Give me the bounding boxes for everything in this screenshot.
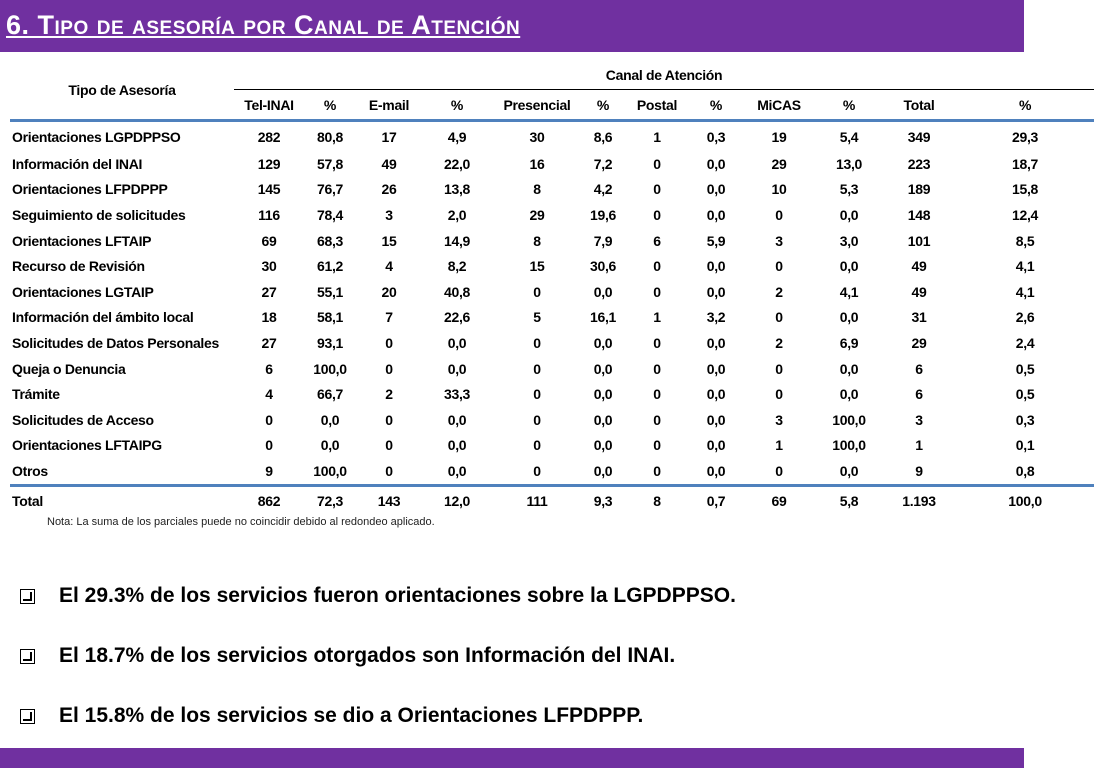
- bullet-text: El 15.8% de los servicios se dio a Orientaciones LFPDPPP.: [59, 704, 644, 727]
- table-cell: 3,2: [706, 309, 726, 326]
- table-cell: 0,3: [706, 128, 726, 145]
- table-row: [10, 433, 1094, 459]
- table-cell: 2: [385, 386, 393, 403]
- row-label: Solicitudes de Datos Personales: [12, 334, 219, 351]
- table-cell: 18: [261, 309, 277, 326]
- table-cell: 58,1: [316, 309, 344, 326]
- table-cell: 30: [261, 258, 277, 275]
- column-header: %: [582, 90, 624, 121]
- table-cell: 27: [261, 283, 277, 300]
- table-cell: 0,0: [593, 411, 613, 428]
- table-cell: 0: [265, 437, 273, 454]
- column-header: Total: [882, 90, 956, 121]
- row-label: Orientaciones LFPDPPP: [12, 181, 168, 198]
- table-cell: 2: [775, 334, 783, 351]
- table-cell: 4,1: [1015, 258, 1035, 275]
- table-cell: 100,0: [832, 411, 866, 428]
- row-label: Orientaciones LFTAIP: [12, 232, 152, 249]
- table-cell: 17: [381, 128, 397, 145]
- table-cell: 0: [775, 206, 783, 223]
- table-cell: 0: [265, 411, 273, 428]
- table-cell: 93,1: [316, 334, 344, 351]
- row-label: Orientaciones LGTAIP: [12, 283, 154, 300]
- bullet-text: El 18.7% de los servicios otorgados son Información del INAI.: [59, 644, 676, 667]
- title-bar: [0, 0, 1024, 52]
- table-cell: 0,0: [320, 411, 340, 428]
- table-cell: 72,3: [304, 485, 356, 516]
- table-cell: 1: [915, 437, 923, 454]
- bullet-list: [20, 566, 736, 746]
- table-cell: 18,7: [1012, 155, 1039, 172]
- table-cell: 0: [653, 258, 661, 275]
- table-cell: 1: [653, 309, 661, 326]
- table-cell: 0,0: [593, 462, 613, 479]
- table-cell: 101: [907, 232, 931, 249]
- table-cell: 9,3: [582, 485, 624, 516]
- table-row: [10, 151, 1094, 177]
- table-cell: 49: [381, 155, 397, 172]
- table-cell: 1.193: [882, 485, 956, 516]
- checkbox-icon: [20, 649, 35, 664]
- table-cell: 0,0: [593, 360, 613, 377]
- table-cell: 0,0: [839, 360, 859, 377]
- table-cell: 349: [907, 128, 931, 145]
- table-cell: 0,0: [593, 334, 613, 351]
- table-cell: 0,0: [320, 437, 340, 454]
- table-cell: 16,1: [589, 309, 617, 326]
- table-cell: 69: [261, 232, 277, 249]
- table-cell: 2,6: [1015, 309, 1035, 326]
- table-cell: 26: [381, 181, 397, 198]
- table-cell: 68,3: [316, 232, 344, 249]
- table-cell: 0: [385, 360, 393, 377]
- table-cell: 5: [533, 309, 541, 326]
- table-cell: 0,0: [706, 360, 726, 377]
- page-title: 6. Tipo de asesoría por Canal de Atención: [6, 10, 521, 40]
- table-cell: 0,0: [447, 437, 467, 454]
- table-cell: 0,0: [706, 155, 726, 172]
- table-cell: 3: [775, 232, 783, 249]
- table-cell: 7,2: [593, 155, 613, 172]
- table-cell: 0,0: [706, 258, 726, 275]
- table-cell: 5,8: [816, 485, 882, 516]
- table-cell: 78,4: [316, 206, 344, 223]
- table-cell: 3: [385, 206, 393, 223]
- table-cell: 1: [653, 128, 661, 145]
- table-cell: 0: [653, 155, 661, 172]
- table-cell: 0: [653, 462, 661, 479]
- table-cell: 0,3: [1015, 411, 1035, 428]
- table-cell: 282: [257, 128, 281, 145]
- table-cell: 148: [907, 206, 931, 223]
- table-row: [10, 458, 1094, 485]
- checkbox-icon: [20, 709, 35, 724]
- column-header: Presencial: [492, 90, 582, 121]
- column-header: Tel-INAI: [234, 90, 304, 121]
- row-label: Trámite: [12, 386, 60, 403]
- row-label: Seguimiento de solicitudes: [12, 206, 186, 223]
- table-cell: 12,0: [422, 485, 492, 516]
- table-row: [10, 279, 1094, 305]
- column-header: E-mail: [356, 90, 422, 121]
- table-row: [10, 330, 1094, 356]
- table-cell: 20: [381, 283, 397, 300]
- table-cell: 0: [653, 181, 661, 198]
- table-cell: 29: [529, 206, 545, 223]
- table-cell: 15: [381, 232, 397, 249]
- table-cell: 12,4: [1012, 206, 1039, 223]
- table-cell: 19: [771, 128, 787, 145]
- table-cell: 6: [915, 386, 923, 403]
- table-cell: 0: [533, 462, 541, 479]
- total-row: [10, 485, 1094, 516]
- table-cell: 0,0: [593, 283, 613, 300]
- table-cell: 0: [533, 360, 541, 377]
- table-cell: 69: [742, 485, 816, 516]
- table-cell: 116: [258, 206, 280, 223]
- table-cell: 76,7: [316, 181, 344, 198]
- table-cell: 4,9: [447, 128, 467, 145]
- table-row: [10, 228, 1094, 254]
- column-header: MiCAS: [742, 90, 816, 121]
- table-cell: 5,9: [706, 232, 726, 249]
- data-table-wrapper: [10, 60, 1042, 516]
- table-cell: 15: [529, 258, 545, 275]
- table-cell: 9: [265, 462, 273, 479]
- table-cell: 6: [653, 232, 661, 249]
- row-label: Recurso de Revisión: [12, 258, 145, 275]
- column-header: %: [304, 90, 356, 121]
- table-cell: 223: [907, 155, 931, 172]
- table-cell: 111: [492, 485, 582, 516]
- bullet-item: [20, 566, 736, 626]
- table-row: [10, 177, 1094, 203]
- table-cell: 0,0: [706, 411, 726, 428]
- table-row: [10, 381, 1094, 407]
- table-row: [10, 305, 1094, 331]
- table-cell: 49: [911, 258, 927, 275]
- table-cell: 0,0: [593, 437, 613, 454]
- table-cell: 0: [533, 283, 541, 300]
- row-label: Información del INAI: [12, 155, 143, 172]
- table-cell: 0: [385, 411, 393, 428]
- table-cell: 129: [257, 155, 281, 172]
- table-cell: 4,1: [839, 283, 859, 300]
- table-cell: 40,8: [443, 283, 471, 300]
- table-cell: 189: [907, 181, 931, 198]
- data-table: [10, 60, 1094, 516]
- table-cell: 49: [911, 283, 927, 300]
- table-cell: 0,0: [593, 386, 613, 403]
- table-cell: 0,0: [706, 283, 726, 300]
- table-cell: 145: [257, 181, 281, 198]
- row-label: Total: [10, 485, 234, 516]
- table-cell: 0: [653, 283, 661, 300]
- table-cell: 0: [775, 462, 783, 479]
- table-row: [10, 121, 1094, 152]
- table-cell: 0,0: [839, 206, 859, 223]
- table-cell: 0,0: [447, 462, 467, 479]
- table-cell: 8: [533, 181, 541, 198]
- table-cell: 4: [385, 258, 393, 275]
- table-cell: 0: [653, 411, 661, 428]
- header-canal-atencion: Canal de Atención: [234, 60, 1094, 90]
- table-cell: 4,1: [1015, 283, 1035, 300]
- column-header: %: [690, 90, 742, 121]
- table-cell: 0: [385, 334, 393, 351]
- footnote: Nota: La suma de los parciales puede no coincidir debido al redondeo aplicado.: [47, 516, 435, 528]
- table-cell: 8: [533, 232, 541, 249]
- table-cell: 100,0: [956, 485, 1094, 516]
- table-cell: 80,8: [316, 128, 344, 145]
- table-cell: 7,9: [593, 232, 613, 249]
- table-cell: 57,8: [316, 155, 344, 172]
- table-cell: 0: [385, 462, 393, 479]
- table-cell: 0: [653, 206, 661, 223]
- table-cell: 0,0: [839, 462, 859, 479]
- table-cell: 0: [653, 437, 661, 454]
- table-cell: 0,0: [706, 206, 726, 223]
- table-cell: 29: [771, 155, 787, 172]
- table-cell: 30,6: [589, 258, 617, 275]
- table-cell: 0,0: [706, 386, 726, 403]
- row-label: Otros: [12, 462, 48, 479]
- table-cell: 6: [265, 360, 273, 377]
- table-cell: 2,0: [447, 206, 467, 223]
- table-cell: 10: [771, 181, 787, 198]
- table-cell: 8: [624, 485, 690, 516]
- table-cell: 6,9: [839, 334, 859, 351]
- table-cell: 8,2: [447, 258, 467, 275]
- table-cell: 143: [356, 485, 422, 516]
- table-cell: 0: [653, 334, 661, 351]
- header-row-group: [10, 60, 1094, 90]
- table-cell: 13,8: [443, 181, 471, 198]
- table-cell: 3: [775, 411, 783, 428]
- table-cell: 0: [533, 386, 541, 403]
- table-cell: 4: [265, 386, 273, 403]
- table-cell: 0,0: [447, 411, 467, 428]
- table-cell: 3,0: [839, 232, 859, 249]
- table-cell: 29: [911, 334, 927, 351]
- table-cell: 9: [915, 462, 923, 479]
- table-cell: 0,0: [447, 360, 467, 377]
- table-cell: 0: [775, 386, 783, 403]
- table-row: [10, 407, 1094, 433]
- table-cell: 0: [385, 437, 393, 454]
- table-cell: 55,1: [316, 283, 344, 300]
- table-cell: 2,4: [1015, 334, 1035, 351]
- table-cell: 8,5: [1015, 232, 1035, 249]
- table-cell: 0: [775, 309, 783, 326]
- table-cell: 22,6: [443, 309, 471, 326]
- table-cell: 0,0: [839, 386, 859, 403]
- table-cell: 6: [915, 360, 923, 377]
- table-cell: 5,4: [839, 128, 859, 145]
- table-row: [10, 356, 1094, 382]
- table-cell: 29,3: [1012, 128, 1039, 145]
- table-cell: 862: [234, 485, 304, 516]
- column-header: Postal: [624, 90, 690, 121]
- table-cell: 0,8: [1015, 462, 1035, 479]
- column-header: %: [956, 90, 1094, 121]
- table-cell: 0: [533, 411, 541, 428]
- row-label: Queja o Denuncia: [12, 360, 126, 377]
- table-cell: 0: [775, 360, 783, 377]
- table-cell: 0: [775, 258, 783, 275]
- table-cell: 0,0: [706, 437, 726, 454]
- table-cell: 0,0: [839, 258, 859, 275]
- table-cell: 27: [261, 334, 277, 351]
- row-label: Orientaciones LFTAIPG: [12, 437, 162, 454]
- table-cell: 31: [911, 309, 927, 326]
- table-cell: 66,7: [316, 386, 344, 403]
- row-label: Orientaciones LGPDPPSO: [12, 128, 181, 145]
- checkbox-icon: [20, 589, 35, 604]
- table-cell: 100,0: [313, 462, 347, 479]
- table-cell: 4,2: [593, 181, 613, 198]
- table-cell: 7: [385, 309, 393, 326]
- table-row: [10, 202, 1094, 228]
- table-cell: 0,5: [1015, 386, 1035, 403]
- table-cell: 0,0: [706, 334, 726, 351]
- table-cell: 0: [533, 437, 541, 454]
- table-cell: 13,0: [835, 155, 863, 172]
- header-tipo-asesoria: Tipo de Asesoría: [10, 60, 234, 121]
- table-cell: 16: [529, 155, 545, 172]
- table-cell: 0,0: [706, 181, 726, 198]
- table-cell: 30: [529, 128, 545, 145]
- table-cell: 1: [775, 437, 783, 454]
- row-label: Información del ámbito local: [12, 309, 194, 326]
- table-cell: 0: [533, 334, 541, 351]
- table-cell: 0,0: [706, 462, 726, 479]
- table-cell: 19,6: [589, 206, 617, 223]
- table-cell: 0,0: [447, 334, 467, 351]
- table-body: [10, 60, 1094, 516]
- bullet-item: [20, 626, 736, 686]
- table-cell: 0,0: [839, 309, 859, 326]
- table-cell: 0,7: [690, 485, 742, 516]
- row-label: Solicitudes de Acceso: [12, 411, 154, 428]
- table-cell: 0: [653, 360, 661, 377]
- table-row: [10, 253, 1094, 279]
- table-cell: 8,6: [593, 128, 613, 145]
- bullet-item: [20, 686, 736, 746]
- table-cell: 61,2: [316, 258, 344, 275]
- column-header: %: [422, 90, 492, 121]
- footer-bar: [0, 748, 1024, 768]
- table-cell: 100,0: [832, 437, 866, 454]
- table-cell: 3: [915, 411, 923, 428]
- table-cell: 5,3: [839, 181, 859, 198]
- table-cell: 0,5: [1015, 360, 1035, 377]
- bullet-text: El 29.3% de los servicios fueron orientaciones sobre la LGPDPPSO.: [59, 584, 736, 607]
- table-cell: 33,3: [443, 386, 471, 403]
- table-cell: 100,0: [313, 360, 347, 377]
- table-cell: 2: [775, 283, 783, 300]
- table-cell: 22,0: [443, 155, 471, 172]
- table-cell: 15,8: [1012, 181, 1039, 198]
- table-cell: 0: [653, 386, 661, 403]
- column-header: %: [816, 90, 882, 121]
- table-cell: 0,1: [1015, 437, 1035, 454]
- table-cell: 14,9: [443, 232, 471, 249]
